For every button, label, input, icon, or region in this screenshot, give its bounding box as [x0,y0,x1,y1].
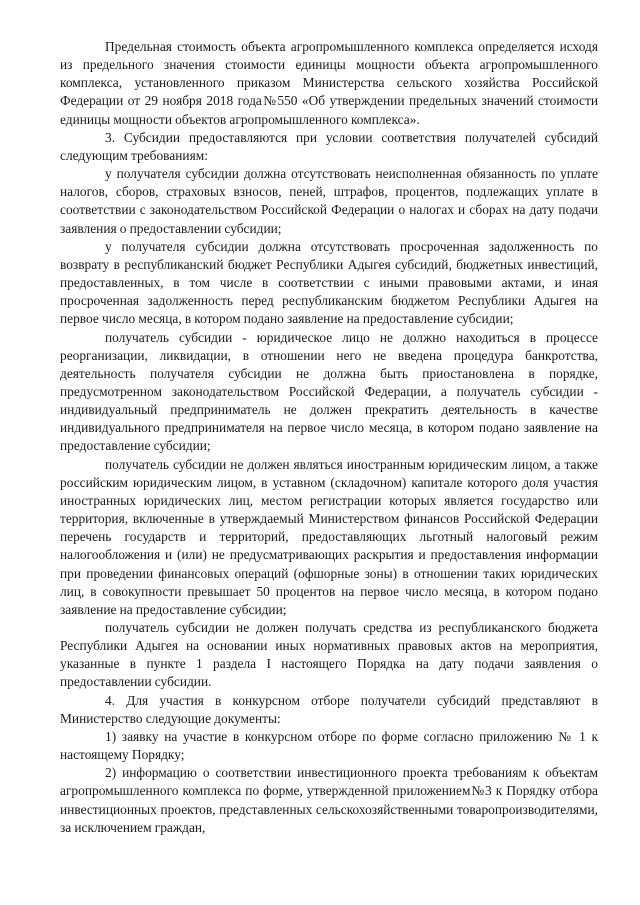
paragraph-no-tax-debt: у получателя субсидии должна отсутствовать неисполненная обязанность по уплате налогов, сборов, страховых взносов, пеней, штрафов, процентов, подлежащих уплате в соответствии с законодательством Российской Федерации о налогах и сборах на дату подачи заявления о предоставлении субсидии; [60,166,598,236]
paragraph-not-foreign-entity: получатель субсидии не должен являться иностранным юридическим лицом, а также российским юридическим лицом, в уставном (складочном) капитале которого доля участия иностранных юридических лиц, местом регистрации которых является государство или территория, включенные в утверждаемый Министерством финансов Российской Федерации перечень государств и территорий, предоставляющих льготный налоговый режим налогообложения и (или) не предусматривающих раскрытия и предоставления информации при проведении финансовых операций (офшорные зоны) в отношении таких юридических лиц, в совокупности превышает 50 процентов на первое число месяца, в котором подано заявление на предоставление субсидии; [60,456,598,617]
list-item-project-compliance: 2) информацию о соответствии инвестиционного проекта требованиям к объектам агропромышленного комплекса по форме, утвержденной приложением№3 к Порядку отбора инвестиционных проектов, представленных сельскохозяйственными товаропроизводителями, за исключением граждан, [60,765,598,835]
paragraph-section-3-conditions: 3. Субсидии предоставляются при условии соответствия получателей субсидий следующим требованиям: [60,129,598,163]
paragraph-no-other-funding: получатель субсидии не должен получать средства из республиканского бюджета Республики Адыгея на основании иных нормативных правовых актов на мероприятия, указанные в пункте 1 раздела I настоящего Порядка на дату подачи заявления о предоставлении субсидии. [60,620,598,690]
paragraph-section-4-documents: 4. Для участия в конкурсном отборе получатели субсидий представляют в Министерство следующие документы: [60,692,598,726]
paragraph-no-overdue-debt: у получателя субсидии должна отсутствовать просроченная задолженность по возврату в республиканский бюджет Республики Адыгея субсидий, бюджетных инвестиций, предоставленных, в том числе в соответствии с иными правовыми актами, и иная просроченная задолженность перед республиканским бюджетом Республики Адыгея на первое число месяца, в котором подано заявление на предоставление субсидии; [60,238,598,327]
paragraph-no-reorganization: получатель субсидии - юридическое лицо не должно находиться в процессе реорганизации, ликвидации, в отношении него не введена процедура банкротства, деятельность получателя субсидии не должна быть приостановлена в порядке, предусмотренном законодательством Российской Федерации, а получатель субсидии - индивидуальный предприниматель не должен прекратить деятельность в качестве индивидуального предпринимателя на первое число месяца, в котором подано заявление на предоставление субсидии; [60,329,598,454]
list-item-application: 1) заявку на участие в конкурсном отборе по форме согласно приложению № 1 к настоящему Порядку; [60,728,598,763]
document-body [60,38,598,837]
paragraph-cost-limit: Предельная стоимость объекта агропромышленного комплекса определяется исходя из предельного значения стоимости единицы мощности объекта агропромышленного комплекса, установленного приказом Министерства сельского хозяйства Российской Федерации от 29 ноября 2018 года№550 «Об утверждении предельных значений стоимости единицы мощности объектов агропромышленного комплекса». [60,39,598,127]
